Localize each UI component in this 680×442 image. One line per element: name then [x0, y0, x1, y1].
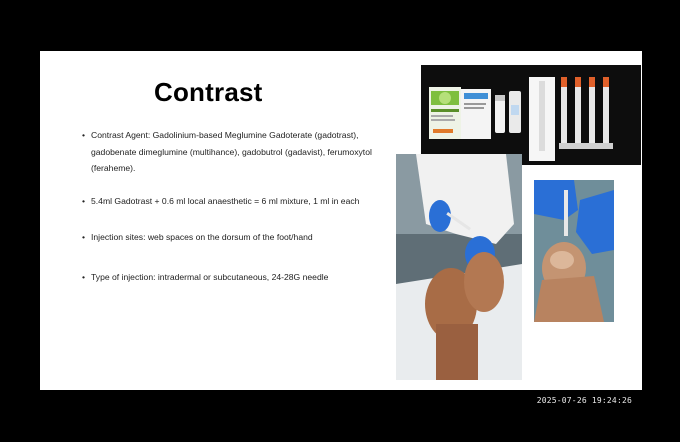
bullet-contrast-agent: • Contrast Agent: Gadolinium-based Meglumine Gadoterate (gadotrast), gadobenate dimeglumine (multihance), gadobutrol (gadavist), ferumoxytol (feraheme). [82, 127, 382, 177]
bullet-list [82, 127, 382, 285]
bullet-mixture: • 5.4ml Gadotrast + 0.6 ml local anaesthetic = 6 ml mixture, 1 ml in each [82, 193, 382, 210]
video-timestamp: 2025-07-26 19:24:26 [536, 396, 632, 405]
foot-injection-photo [396, 154, 522, 380]
contrast-supplies-photo [421, 65, 641, 165]
slide-title: Contrast [154, 77, 263, 107]
bullet-injection-type: • Type of injection: intradermal or subcutaneous, 24-28G needle [82, 269, 382, 286]
hand-injection-closeup-photo [534, 180, 614, 322]
bullet-injection-sites: • Injection sites: web spaces on the dorsum of the foot/hand [82, 229, 382, 246]
presentation-slide [40, 51, 642, 390]
